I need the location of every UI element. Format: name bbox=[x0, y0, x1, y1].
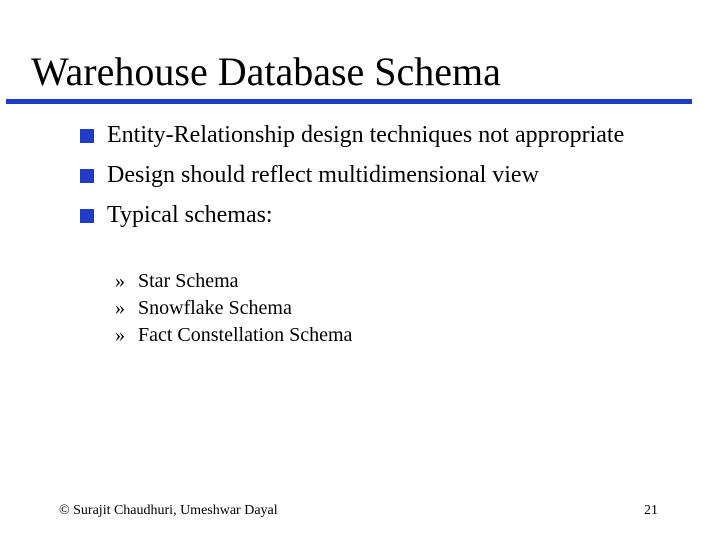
square-bullet-icon bbox=[80, 129, 94, 143]
bullet-item bbox=[78, 160, 678, 190]
sub-bullet-list bbox=[115, 268, 352, 349]
bullet-item bbox=[78, 200, 678, 230]
square-bullet-icon bbox=[80, 209, 94, 223]
page-number: 21 bbox=[644, 503, 658, 518]
square-bullet-icon bbox=[80, 169, 94, 183]
sub-bullet-text: Fact Constellation Schema bbox=[138, 324, 353, 346]
sub-bullet-text: Star Schema bbox=[138, 270, 239, 292]
bullet-item bbox=[78, 120, 678, 150]
sub-bullet-item bbox=[115, 322, 352, 349]
sub-bullet-item bbox=[115, 268, 352, 295]
footer-credit: © Surajit Chaudhuri, Umeshwar Dayal bbox=[59, 503, 278, 518]
sub-bullet-item bbox=[115, 295, 352, 322]
double-chevron-icon: » bbox=[115, 297, 125, 319]
double-chevron-icon: » bbox=[115, 324, 125, 346]
bullet-text: Entity-Relationship design techniques not appropriate bbox=[107, 122, 625, 148]
sub-bullet-text: Snowflake Schema bbox=[138, 297, 292, 319]
bullet-text: Typical schemas: bbox=[107, 202, 273, 228]
bullet-list bbox=[78, 120, 678, 240]
title-underline bbox=[6, 99, 692, 104]
bullet-text: Design should reflect multidimensional view bbox=[107, 162, 539, 188]
slide-title: Warehouse Database Schema bbox=[31, 49, 501, 94]
double-chevron-icon: » bbox=[115, 270, 125, 292]
